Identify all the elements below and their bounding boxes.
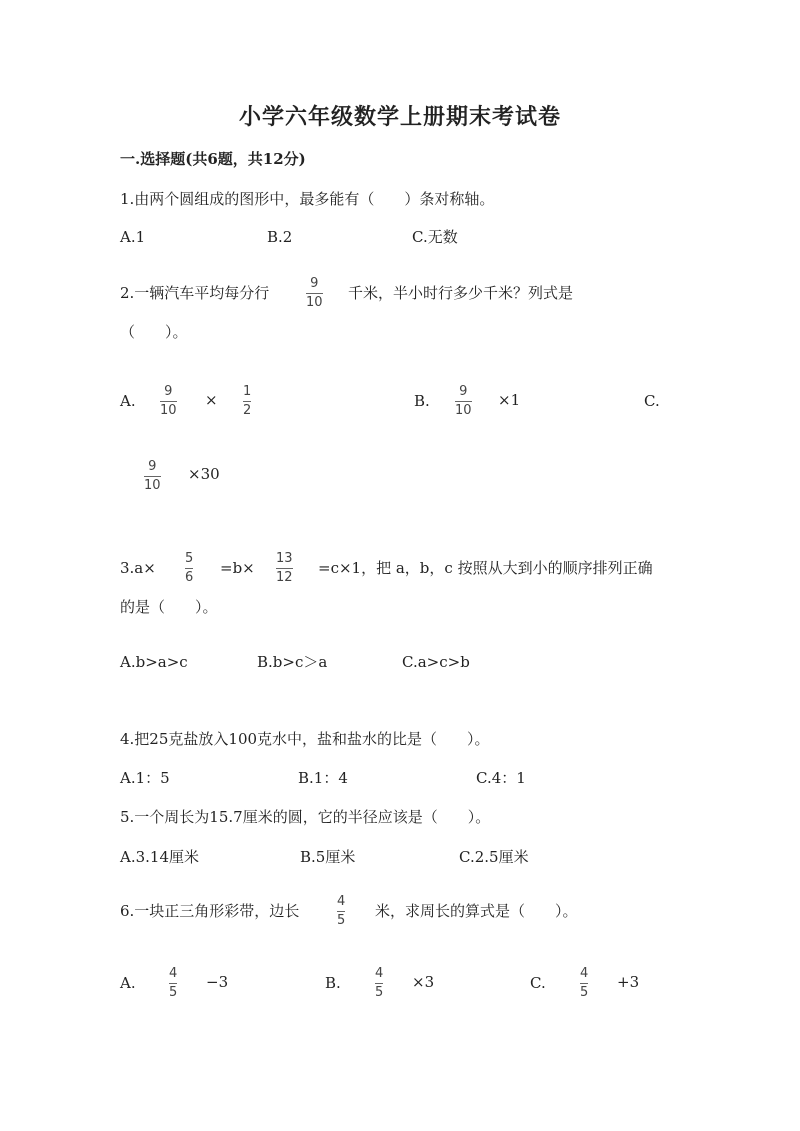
- question-2-option-c-label: C.: [644, 392, 660, 410]
- question-2-option-a-label: A.: [120, 392, 136, 410]
- question-2-text-end: 千米，半小时行多少千米？列式是: [348, 284, 574, 302]
- question-3-option-a: A.b>a>c: [120, 653, 188, 671]
- fraction-numerator: 1: [243, 384, 252, 399]
- fraction-denominator: 10: [455, 403, 472, 418]
- fraction-bar: [580, 983, 588, 984]
- question-2-option-b-label: B.: [414, 392, 430, 410]
- fraction-numerator: 9: [164, 384, 173, 399]
- question-5-option-b: B.5厘米: [300, 848, 356, 866]
- question-6-option-b-label: B.: [325, 974, 341, 992]
- fraction-numerator: 9: [459, 384, 468, 399]
- question-6-option-c-tail: +3: [617, 973, 640, 991]
- fraction-bar: [375, 983, 383, 984]
- fraction-denominator: 5: [169, 985, 178, 1000]
- fraction-bar: [169, 983, 177, 984]
- question-4-option-c: C.4：1: [476, 769, 526, 787]
- fraction-bar: [455, 401, 472, 402]
- question-1-text: 1.由两个圆组成的图形中，最多能有（ ）条对称轴。: [120, 190, 495, 208]
- question-5-text: 5.一个周长为15.7厘米的圆，它的半径应该是（ ）。: [120, 808, 491, 826]
- fraction-bar: [306, 293, 323, 294]
- question-2-text-line2: （ ）。: [120, 323, 188, 341]
- question-2-fraction: [306, 276, 323, 311]
- question-6-option-c-label: C.: [530, 974, 546, 992]
- question-2-text-start: 2.一辆汽车平均每分行: [120, 284, 270, 302]
- fraction-denominator: 5: [580, 985, 589, 1000]
- question-6-fraction: [337, 894, 345, 929]
- question-5-option-c: C.2.5厘米: [459, 848, 529, 866]
- fraction-denominator: 10: [306, 295, 323, 310]
- question-3-option-c: C.a>c>b: [402, 653, 470, 671]
- question-2-option-a-fraction-2: [243, 384, 251, 419]
- fraction-denominator: 12: [276, 570, 293, 585]
- question-6-option-a-tail: −3: [206, 973, 229, 991]
- question-2-option-c-tail: ×30: [188, 465, 220, 483]
- fraction-numerator: 5: [185, 551, 194, 566]
- question-3-fraction-1: [185, 551, 193, 586]
- question-3-text-end: =c×1，把 a，b，c 按照从大到小的顺序排列正确: [318, 559, 653, 577]
- fraction-numerator: 9: [310, 276, 319, 291]
- fraction-denominator: 10: [144, 478, 161, 493]
- question-2-option-b-fraction: [455, 384, 472, 419]
- question-3-text-line2: 的是（ ）。: [120, 598, 218, 616]
- question-6-option-a-label: A.: [120, 974, 136, 992]
- question-6-option-b-fraction: [375, 966, 383, 1001]
- question-6-option-b-tail: ×3: [412, 973, 435, 991]
- section-heading: 一.选择题(共6题，共12分): [120, 150, 306, 168]
- question-2-option-a-fraction-1: [160, 384, 177, 419]
- fraction-denominator: 5: [375, 985, 384, 1000]
- question-6-text-end: 米，求周长的算式是（ ）。: [375, 902, 578, 920]
- question-2-option-b-tail: ×1: [498, 391, 521, 409]
- fraction-denominator: 2: [243, 403, 252, 418]
- fraction-bar: [185, 568, 193, 569]
- fraction-bar: [243, 401, 251, 402]
- question-3-text-start: 3.a×: [120, 559, 156, 577]
- question-3-option-b: B.b>c＞a: [257, 653, 328, 671]
- question-1-option-c: C.无数: [412, 228, 458, 246]
- fraction-numerator: 4: [580, 966, 589, 981]
- question-4-text: 4.把25克盐放入100克水中，盐和盐水的比是（ ）。: [120, 730, 490, 748]
- question-1-option-b: B.2: [267, 228, 293, 246]
- fraction-numerator: 4: [169, 966, 178, 981]
- question-2-option-c-fraction: [144, 459, 161, 494]
- question-6-option-c-fraction: [580, 966, 588, 1001]
- question-6-option-a-fraction: [169, 966, 177, 1001]
- page-title: 小学六年级数学上册期末考试卷: [238, 104, 561, 130]
- fraction-denominator: 10: [160, 403, 177, 418]
- fraction-bar: [276, 568, 293, 569]
- fraction-bar: [337, 911, 345, 912]
- fraction-numerator: 4: [375, 966, 384, 981]
- fraction-bar: [160, 401, 177, 402]
- question-2-option-a-operator: ×: [205, 391, 218, 409]
- fraction-numerator: 13: [276, 551, 293, 566]
- question-4-option-b: B.1：4: [298, 769, 348, 787]
- fraction-bar: [144, 476, 161, 477]
- question-3-fraction-2: [276, 551, 293, 586]
- fraction-denominator: 6: [185, 570, 194, 585]
- question-6-text-start: 6.一块正三角形彩带，边长: [120, 902, 300, 920]
- question-5-option-a: A.3.14厘米: [120, 848, 199, 866]
- fraction-denominator: 5: [337, 913, 346, 928]
- fraction-numerator: 9: [148, 459, 157, 474]
- fraction-numerator: 4: [337, 894, 346, 909]
- question-1-option-a: A.1: [120, 228, 146, 246]
- question-3-text-mid: =b×: [220, 559, 255, 577]
- question-4-option-a: A.1：5: [120, 769, 170, 787]
